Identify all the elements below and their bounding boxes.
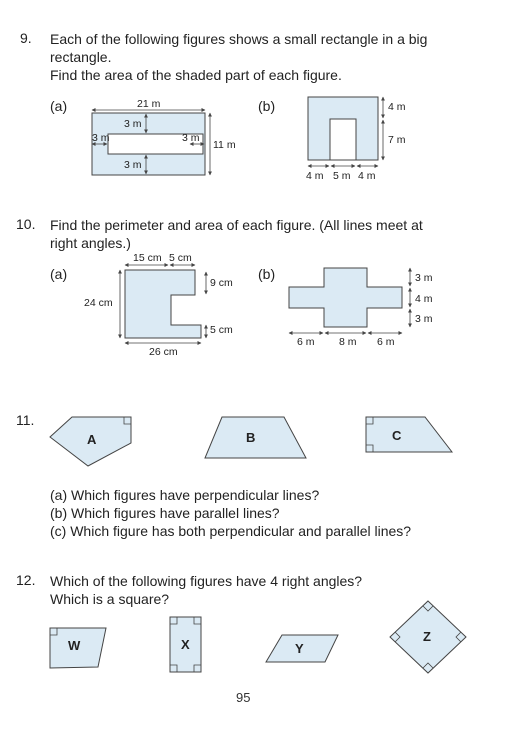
q9b-inner-rect <box>330 119 356 160</box>
q10b-shape <box>289 268 402 327</box>
q10a-label-right1: 9 cm <box>210 277 233 289</box>
q12-letter-y: Y <box>295 641 304 656</box>
q9b-label-b3: 4 m <box>358 170 376 182</box>
q10b-label-r2: 4 m <box>415 293 433 305</box>
q11-question-c: (c) Which figure has both perpendicular and parallel lines? <box>50 523 412 539</box>
q9b-label-b2: 5 m <box>333 170 351 182</box>
q10-text-2: right angles.) <box>50 235 131 251</box>
q9b-label: (b) <box>258 98 276 114</box>
q10-number: 10. <box>16 216 36 232</box>
q10a-label-left: 24 cm <box>84 297 113 309</box>
q10a-shape <box>125 270 201 338</box>
q10b-label: (b) <box>258 266 276 282</box>
q9b-figure <box>308 97 383 166</box>
q11-letter-a: A <box>87 432 97 447</box>
q11-question-b: (b) Which figures have parallel lines? <box>50 505 280 521</box>
q10b-label-r1: 3 m <box>415 272 433 284</box>
q10a-label-bottom: 26 cm <box>149 346 178 358</box>
q9b-label-height: 7 m <box>388 134 406 146</box>
q10a-label-top2: 5 cm <box>169 252 192 264</box>
q9b-label-b1: 4 m <box>306 170 324 182</box>
q9a-label-inner-top: 3 m <box>124 118 142 130</box>
q9b-label-top: 4 m <box>388 101 406 113</box>
q10b-label-b1: 6 m <box>297 336 315 348</box>
q11-question-a: (a) Which figures have perpendicular lines? <box>50 487 320 503</box>
q11-number: 11. <box>16 412 35 428</box>
q10a-label-top1: 15 cm <box>133 252 162 264</box>
q10b-label-r3: 3 m <box>415 313 433 325</box>
q11-figure-b <box>205 417 306 458</box>
q12-number: 12. <box>16 572 36 588</box>
q9a-label-left: 3 m <box>92 132 110 144</box>
q10a-label: (a) <box>50 266 68 282</box>
q12-text-2: Which is a square? <box>50 591 170 607</box>
q9-text-2: rectangle. <box>50 49 112 65</box>
q9a-label-top: 21 m <box>137 98 161 110</box>
q10a-figure <box>120 265 206 343</box>
q11-letter-b: B <box>246 430 256 445</box>
q10b-label-b3: 6 m <box>377 336 395 348</box>
q12-letter-z: Z <box>423 629 431 644</box>
q12-letter-w: W <box>68 638 81 653</box>
q9a-label: (a) <box>50 98 68 114</box>
q9-text-3: Find the area of the shaded part of each figure. <box>50 67 342 83</box>
q11-figure-c <box>366 417 452 452</box>
q10b-label-b2: 8 m <box>339 336 357 348</box>
q11-letter-c: C <box>392 428 402 443</box>
page-number: 95 <box>236 690 251 705</box>
q12-text-1: Which of the following figures have 4 right angles? <box>50 573 363 589</box>
q10b-figure <box>289 268 410 333</box>
q9a-label-right: 3 m <box>182 132 200 144</box>
q10a-label-right2: 5 cm <box>210 324 233 336</box>
q9-number: 9. <box>20 30 32 46</box>
q9a-label-inner-bottom: 3 m <box>124 159 142 171</box>
q9-text-1: Each of the following figures shows a small rectangle in a big <box>50 31 428 47</box>
q10-text-1: Find the perimeter and area of each figure. (All lines meet at <box>50 217 423 233</box>
q9a-label-height: 11 m <box>213 139 236 151</box>
q12-letter-x: X <box>181 637 190 652</box>
